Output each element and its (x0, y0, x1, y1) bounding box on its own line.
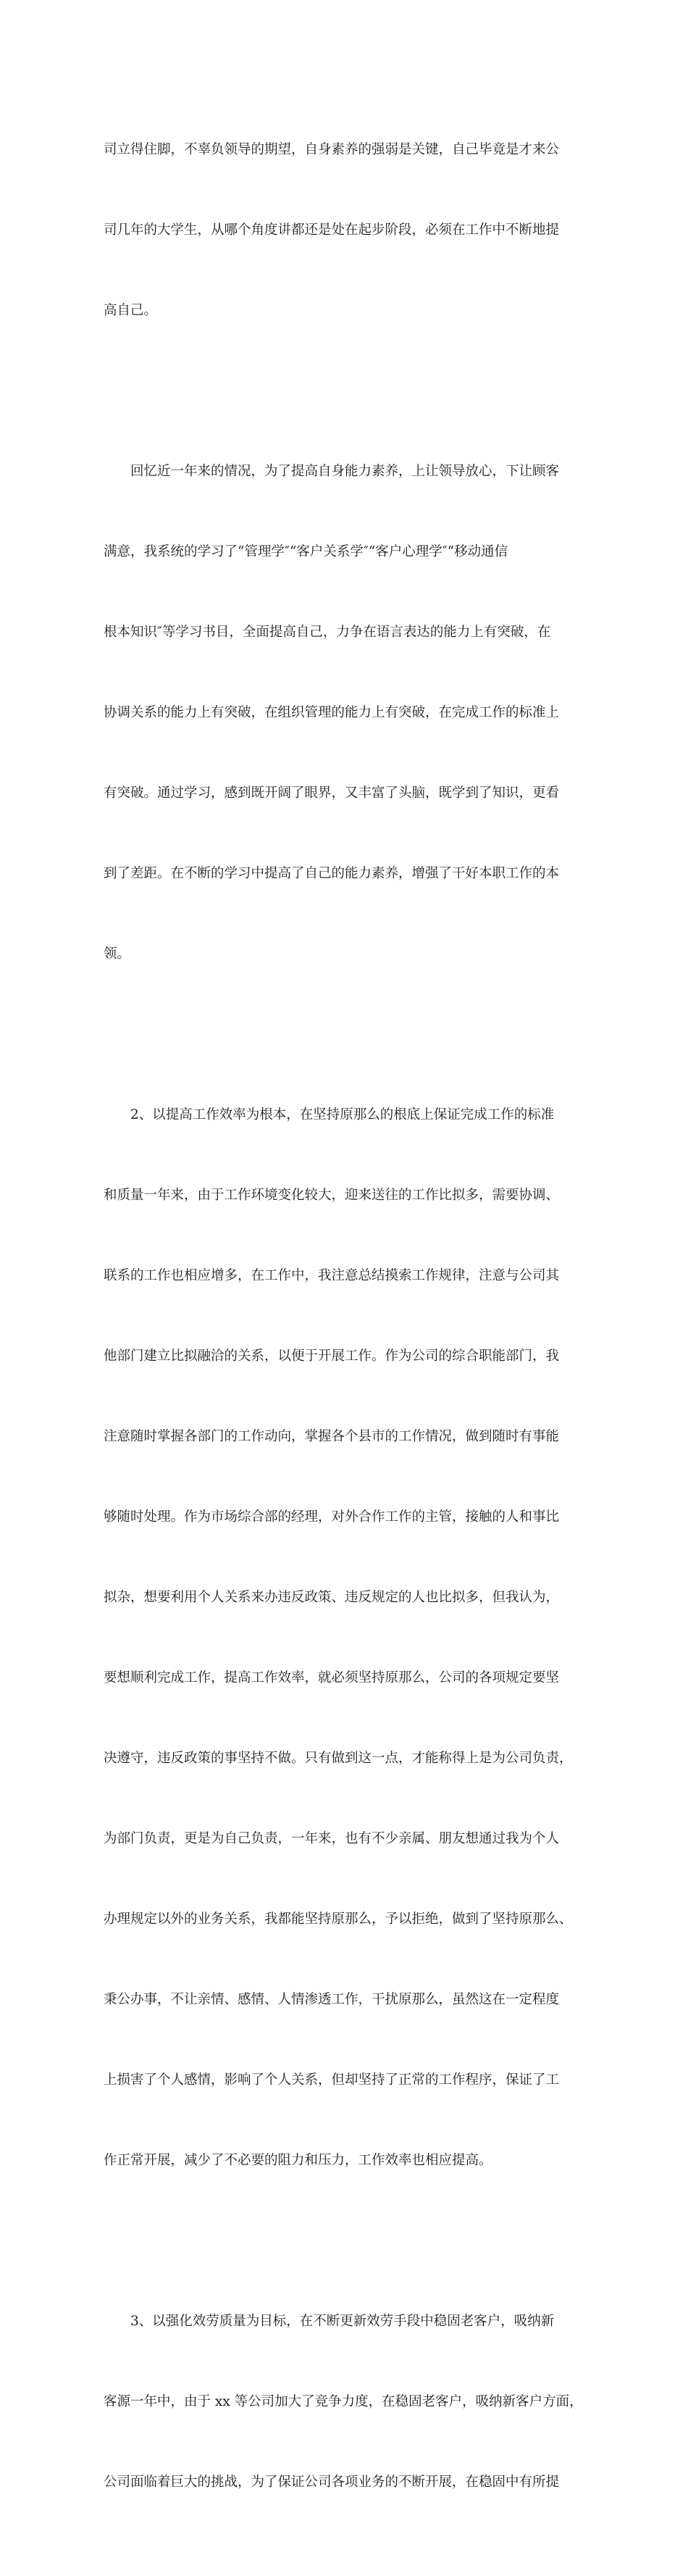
text-line: 作正常开展，减少了不必要的阻力和压力，工作效率也相应提高。 (104, 2153, 492, 2168)
text-line: 司几年的大学生，从哪个角度讲都还是处在起步阶段，必须在工作中不断地提 (104, 222, 560, 238)
text-line: 3、以强化效劳质量为目标，在不断更新效劳手段中稳固老客户，吸纳新 (104, 2314, 555, 2329)
paragraph-1 (104, 83, 585, 378)
text-line: 办理规定以外的业务关系，我都能坚持原那么，予以拒绝，做到了坚持原那么、 (104, 1912, 573, 1927)
paragraph-2 (104, 404, 585, 1021)
text-line: 上损害了个人感情，影响了个人关系，但却坚持了正常的工作程序，保证了工 (104, 2072, 560, 2088)
text-line: 2、以提高工作效率为根本，在坚持原那么的根底上保证完成工作的标准 (104, 1107, 555, 1122)
text-line: 协调关系的能力上有突破，在组织管理的能力上有突破，在完成工作的标准上 (104, 705, 560, 720)
text-line: 他部门建立比拟融洽的关系，以便于开展工作。作为公司的综合职能部门，我 (104, 1349, 560, 1364)
text-line: 公司面临着巨大的挑战，为了保证公司各项业务的不断开展，在稳固中有所提 (104, 2475, 560, 2490)
document-page (104, 83, 585, 2576)
paragraph-3 (104, 1048, 585, 2227)
paragraph-4 (104, 2254, 585, 2549)
text-line: 联系的工作也相应增多，在工作中，我注意总结摸索工作规律，注意与公司其 (104, 1268, 560, 1283)
text-line: 客源一年中，由于 xx 等公司加大了竞争力度，在稳固老客户，吸纳新客户方面， (104, 2394, 583, 2409)
text-line: 决遵守，违反政策的事坚持不做。只有做到这一点，才能称得上是为公司负责， (104, 1751, 573, 1766)
text-line: 够随时处理。作为市场综合部的经理，对外合作工作的主管，接触的人和事比 (104, 1509, 560, 1525)
text-line: 注意随时掌握各部门的工作动向，掌握各个县市的工作情况，做到随时有事能 (104, 1429, 560, 1444)
text-line: 回忆近一年来的情况，为了提高自身能力素养，上让领导放心，下让顾客 (104, 464, 560, 479)
text-line: 秉公办事，不让亲情、感情、人情渗透工作，干扰原那么，虽然这在一定程度 (104, 1992, 560, 2007)
text-line: 高自己。 (104, 303, 158, 318)
text-line: 有突破。通过学习，感到既开阔了眼界，又丰富了头脑，既学到了知识，更看 (104, 785, 560, 801)
text-line: 根本知识″等学习书目，全面提高自己，力争在语言表达的能力上有突破，在 (104, 625, 551, 640)
text-line: 司立得住脚，不辜负领导的期望，自身素养的强弱是关键，自己毕竟是才来公 (104, 142, 560, 157)
text-line: 要想顺利完成工作，提高工作效率，就必须坚持原那么，公司的各项规定要坚 (104, 1670, 560, 1685)
text-line: 和质量一年来，由于工作环境变化较大，迎来送往的工作比拟多，需要协调、 (104, 1188, 560, 1203)
text-line: 满意，我系统的学习了“管理学″“客户关系学″“客户心理学″“移动通信 (104, 544, 508, 559)
text-line: 领。 (104, 946, 131, 962)
text-line: 拟杂，想要利用个人关系来办违反政策、违反规定的人也比拟多，但我认为， (104, 1590, 560, 1605)
text-line: 到了差距。在不断的学习中提高了自己的能力素养，增强了干好本职工作的本 (104, 866, 560, 881)
text-line: 为部门负责，更是为自己负责，一年来，也有不少亲属、朋友想通过我为个人 (104, 1831, 560, 1846)
